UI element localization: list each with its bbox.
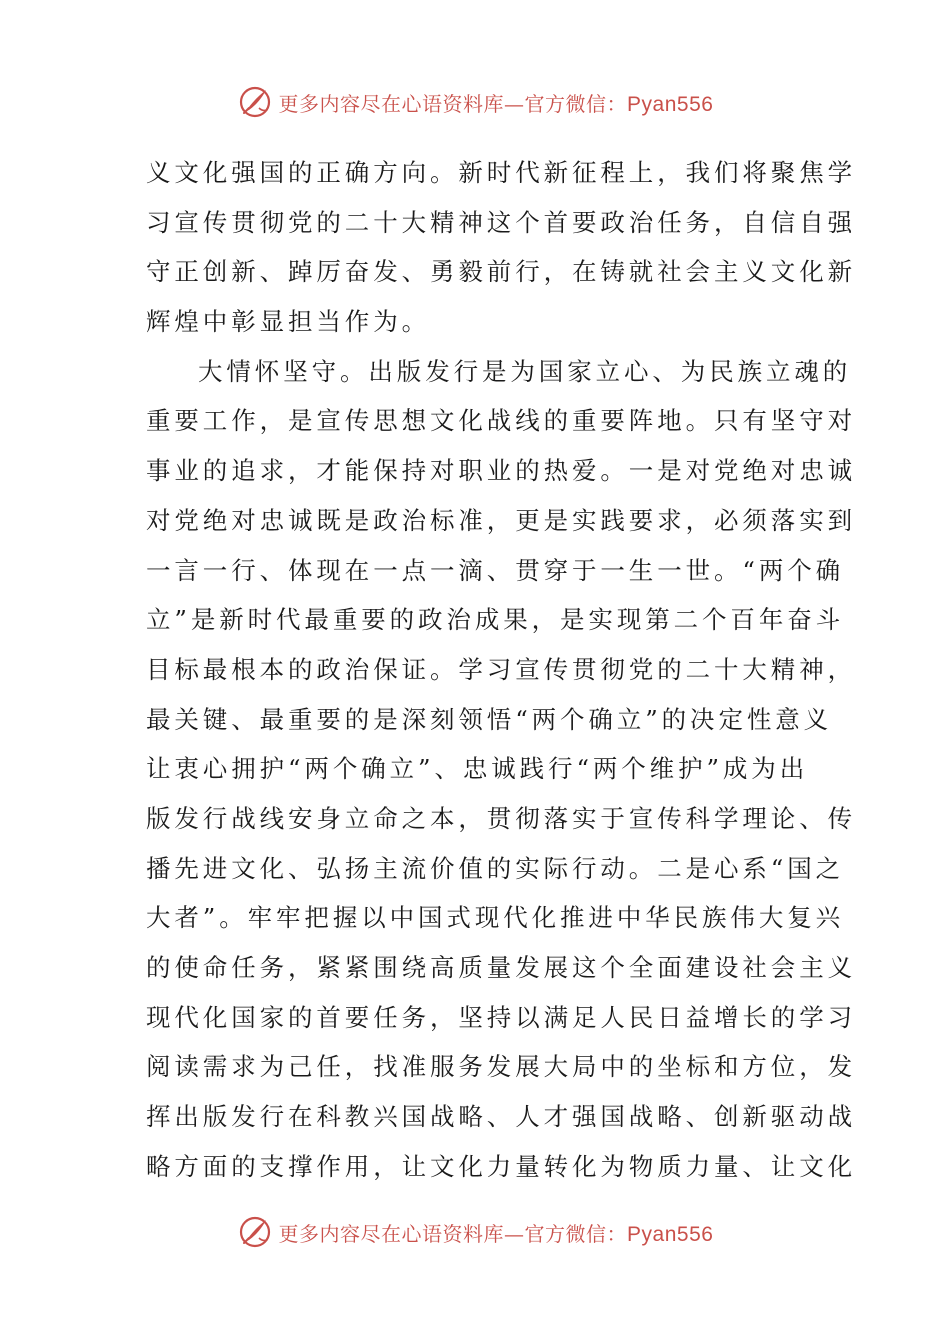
text-line: 事业的追求，才能保持对职业的热爱。一是对党绝对忠诚	[146, 456, 856, 486]
quill-pen-logo-icon	[237, 1214, 273, 1250]
paragraph-2	[146, 347, 856, 1192]
text-line: 让衷心拥护“两个确立”、忠诚践行“两个维护”成为出	[146, 754, 809, 784]
text-line: 立”是新时代最重要的政治成果，是实现第二个百年奋斗	[146, 605, 845, 635]
text-line: 重要工作，是宣传思想文化战线的重要阵地。只有坚守对	[146, 406, 856, 436]
text-line: 对党绝对忠诚既是政治标准，更是实践要求，必须落实到	[146, 505, 856, 535]
footer-banner-label: 更多内容尽在心语资料库—官方微信：	[278, 1221, 628, 1246]
document-body	[146, 148, 856, 1191]
text-line: 一言一行、体现在一点一滴、贯穿于一生一世。“两个确	[146, 555, 845, 585]
header-wechat-handle: Pyan556	[627, 92, 714, 116]
text-line: 守正创新、踔厉奋发、勇毅前行，在铸就社会主义文化新	[146, 257, 856, 287]
text-line: 版发行战线安身立命之本，贯彻落实于宣传科学理论、传	[146, 803, 856, 833]
header-watermark-banner	[0, 82, 950, 122]
paragraph-1	[146, 148, 856, 347]
text-line: 阅读需求为己任，找准服务发展大局中的坐标和方位，发	[146, 1052, 856, 1082]
footer-banner-text	[279, 1218, 714, 1247]
text-line: 的使命任务，紧紧围绕高质量发展这个全面建设社会主义	[146, 953, 856, 982]
header-banner-label: 更多内容尽在心语资料库—官方微信：	[278, 91, 628, 116]
footer-wechat-handle: Pyan556	[627, 1222, 714, 1246]
text-line: 目标最根本的政治保证。学习宣传贯彻党的二十大精神，	[146, 654, 856, 684]
text-line: 播先进文化、弘扬主流价值的实际行动。二是心系“国之	[146, 853, 845, 883]
text-line: 大情怀坚守。出版发行是为国家立心、为民族立魂的	[198, 356, 852, 386]
text-line: 略方面的支撑作用，让文化力量转化为物质力量、让文化	[146, 1151, 856, 1181]
text-line: 辉煌中彰显担当作为。	[146, 307, 430, 337]
quill-pen-logo-icon	[237, 84, 273, 120]
text-line: 现代化国家的首要任务，坚持以满足人民日益增长的学习	[146, 1002, 856, 1032]
text-line: 最关键、最重要的是深刻领悟“两个确立”的决定性意义	[146, 704, 833, 734]
text-line: 义文化强国的正确方向。新时代新征程上，我们将聚焦学	[146, 158, 856, 187]
header-banner-text	[279, 88, 714, 117]
footer-watermark-banner	[0, 1212, 950, 1252]
text-line: 习宣传贯彻党的二十大精神这个首要政治任务，自信自强	[146, 207, 856, 237]
text-line: 大者”。牢牢把握以中国式现代化推进中华民族伟大复兴	[146, 903, 845, 933]
text-line: 挥出版发行在科教兴国战略、人才强国战略、创新驱动战	[146, 1102, 856, 1132]
